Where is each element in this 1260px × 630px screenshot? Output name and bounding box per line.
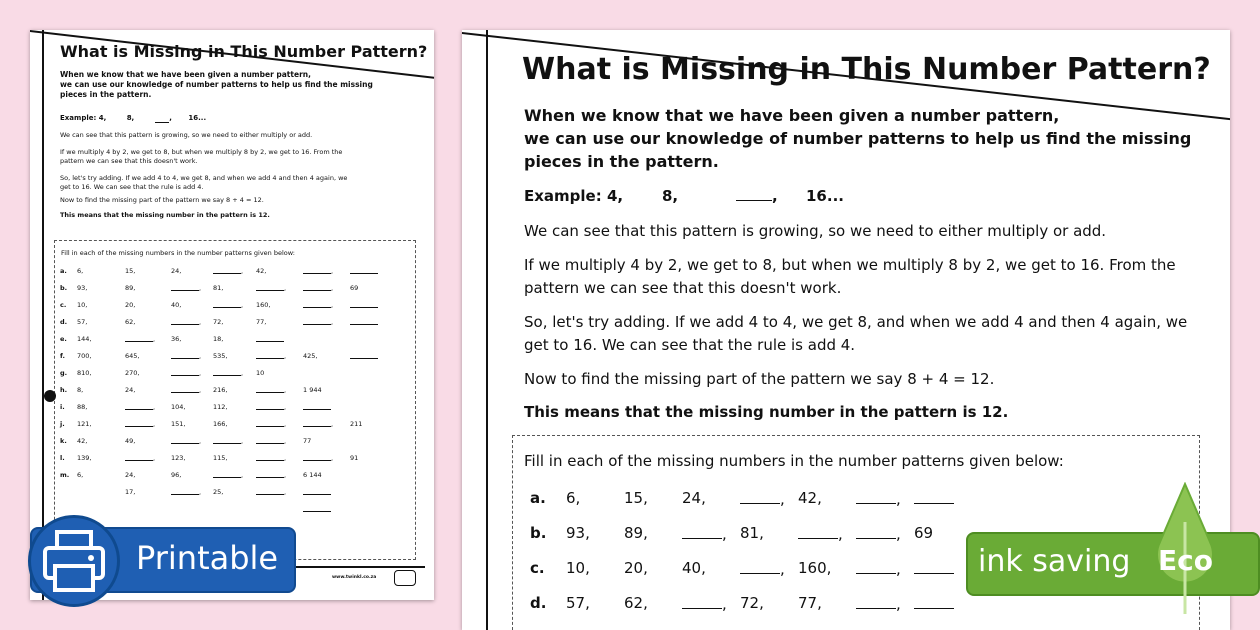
answer-blank[interactable]: ,	[682, 594, 727, 613]
pattern-number: 69	[914, 524, 934, 542]
answer-blank[interactable]: ,	[303, 284, 333, 293]
example-blank	[155, 114, 170, 123]
paragraph: pattern we can see that this doesn't work.	[60, 157, 198, 165]
answer-blank[interactable]: ,	[303, 318, 333, 327]
pattern-number: 15,	[624, 489, 648, 507]
pattern-number: 77	[303, 437, 312, 445]
pattern-number: 42,	[256, 267, 267, 275]
answer-blank[interactable]: ,	[682, 524, 727, 543]
answer-blank[interactable]: ,	[303, 267, 333, 276]
pattern-number: 20,	[125, 301, 136, 309]
comma: ,	[772, 187, 778, 205]
example-blank	[736, 200, 772, 201]
answer-blank[interactable]	[914, 594, 954, 613]
paragraph: pattern we can see that this doesn't work.	[524, 279, 842, 297]
paragraph: So, let's try adding. If we add 4 to 4, we get 8, and when we add 4 and then 4 again, we	[524, 313, 1188, 331]
row-label: g.	[60, 369, 68, 377]
twinkl-logo	[394, 570, 416, 586]
pattern-number: 6,	[566, 489, 581, 507]
pattern-number: 104,	[171, 403, 186, 411]
eco-label: Eco	[1158, 544, 1213, 577]
example-label: Example: 4,	[60, 114, 107, 122]
pattern-number: 81,	[213, 284, 224, 292]
pattern-number: 77,	[256, 318, 267, 326]
pattern-number: 425,	[303, 352, 318, 360]
row-label: e.	[60, 335, 67, 343]
pattern-number: 25,	[213, 488, 224, 496]
pattern-number: 89,	[624, 524, 648, 542]
intro	[60, 70, 373, 100]
pattern-number: 6 144	[303, 471, 322, 479]
pattern-number: 36,	[171, 335, 182, 343]
page-title: What is Missing in This Number Pattern?	[522, 52, 1211, 87]
answer-blank[interactable]: ,	[171, 352, 201, 361]
row-label: m.	[60, 471, 70, 479]
answer-blank[interactable]	[350, 267, 378, 276]
answer-blank[interactable]: ,	[256, 437, 286, 446]
example	[60, 114, 206, 123]
pattern-number: 645,	[125, 352, 140, 360]
intro-line: When we know that we have been given a number pattern,	[524, 106, 1060, 125]
answer-blank[interactable]: ,	[125, 335, 155, 344]
pattern-number: 40,	[682, 559, 706, 577]
answer-blank[interactable]: ,	[256, 352, 286, 361]
pattern-number: 6,	[77, 471, 84, 479]
answer-blank[interactable]	[350, 352, 378, 361]
pattern-number: 57,	[566, 594, 590, 612]
pattern-number: 91	[350, 454, 359, 462]
paragraph: Now to find the missing part of the pattern we say 8 + 4 = 12.	[60, 196, 264, 204]
answer-blank[interactable]	[256, 335, 284, 344]
pattern-number: 20,	[624, 559, 648, 577]
example-value: 16...	[188, 114, 207, 122]
answer-blank[interactable]: ,	[213, 369, 243, 378]
answer-blank[interactable]: ,	[256, 471, 286, 480]
answer-blank[interactable]: ,	[171, 318, 201, 327]
pattern-number: 160,	[798, 559, 832, 577]
answer-blank[interactable]: ,	[303, 301, 333, 310]
intro-line: we can use our knowledge of number patterns to help us find the missing	[60, 80, 373, 89]
answer-blank[interactable]: ,	[303, 454, 333, 463]
instruction: Fill in each of the missing numbers in the number patterns given below:	[61, 249, 295, 257]
row-label: l.	[60, 454, 65, 462]
row-label: j.	[60, 420, 65, 428]
pattern-number: 1 944	[303, 386, 322, 394]
pattern-number: 15,	[125, 267, 136, 275]
answer-blank[interactable]: ,	[213, 267, 243, 276]
pattern-number: 112,	[213, 403, 228, 411]
pattern-number: 62,	[624, 594, 648, 612]
answer-blank[interactable]: ,	[856, 559, 901, 578]
example-value: 8,	[662, 187, 679, 205]
intro-line: we can use our knowledge of number patterns to help us find the missing	[524, 129, 1192, 148]
answer-blank[interactable]	[303, 505, 331, 514]
row-label: c.	[60, 301, 67, 309]
pattern-number: 42,	[798, 489, 822, 507]
answer-blank[interactable]	[350, 301, 378, 310]
explanation	[524, 220, 1187, 424]
pattern-number: 144,	[77, 335, 92, 343]
example-value: 8,	[126, 114, 135, 122]
answer-blank[interactable]: ,	[213, 471, 243, 480]
pattern-number: 18,	[213, 335, 224, 343]
answer-blank[interactable]: ,	[856, 524, 901, 543]
pattern-number: 72,	[740, 594, 764, 612]
pattern-number: 10,	[566, 559, 590, 577]
paragraph: If we multiply 4 by 2, we get to 8, but when we multiply 8 by 2, we get to 16. From the	[60, 148, 343, 156]
paragraph: get to 16. We can see that the rule is add 4.	[524, 336, 856, 354]
conclusion: This means that the missing number in the pattern is 12.	[60, 211, 270, 219]
comma: ,	[169, 114, 172, 122]
row-label: d.	[60, 318, 68, 326]
answer-blank[interactable]: ,	[256, 488, 286, 497]
answer-blank[interactable]: ,	[213, 437, 243, 446]
pattern-number: 123,	[171, 454, 186, 462]
answer-blank[interactable]	[914, 559, 954, 578]
answer-blank[interactable]: ,	[256, 403, 286, 412]
answer-blank[interactable]	[303, 403, 331, 412]
pattern-number: 77,	[798, 594, 822, 612]
margin-line	[42, 30, 44, 600]
answer-blank[interactable]: ,	[213, 301, 243, 310]
pattern-number: 139,	[77, 454, 92, 462]
ink-saving-label: ink saving	[978, 544, 1131, 579]
pattern-number: 93,	[77, 284, 88, 292]
conclusion: This means that the missing number in the pattern is 12.	[524, 403, 1009, 421]
pattern-number: 24,	[125, 471, 136, 479]
row-label: a.	[530, 489, 546, 507]
pattern-number: 270,	[125, 369, 140, 377]
pattern-number: 88,	[77, 403, 88, 411]
worksheet-thumbnail	[30, 30, 434, 600]
row-label: i.	[60, 403, 65, 411]
example-label: Example: 4,	[524, 187, 624, 205]
row-label: a.	[60, 267, 67, 275]
pattern-number: 17,	[125, 488, 136, 496]
answer-blank[interactable]: ,	[171, 369, 201, 378]
answer-blank[interactable]	[914, 489, 954, 508]
answer-blank[interactable]	[303, 488, 331, 497]
pattern-number: 62,	[125, 318, 136, 326]
intro	[524, 104, 1191, 173]
answer-blank[interactable]: ,	[740, 559, 785, 578]
paragraph: We can see that this pattern is growing, so we need to either multiply or add.	[60, 131, 313, 139]
page-title: What is Missing in This Number Pattern?	[60, 42, 428, 61]
answer-blank[interactable]	[350, 318, 378, 327]
pattern-number: 89,	[125, 284, 136, 292]
footer-url: www.twinkl.co.za	[332, 575, 377, 580]
pattern-number: 10	[256, 369, 265, 377]
answer-blank[interactable]: ,	[740, 489, 785, 508]
pattern-number: 810,	[77, 369, 92, 377]
answer-blank[interactable]: ,	[171, 437, 201, 446]
pattern-number: 57,	[77, 318, 88, 326]
answer-blank[interactable]: ,	[256, 420, 286, 429]
answer-blank[interactable]: ,	[798, 524, 843, 543]
answer-blank[interactable]: ,	[256, 284, 286, 293]
answer-blank[interactable]: ,	[125, 403, 155, 412]
hole-punch-icon	[44, 390, 56, 402]
example	[524, 187, 924, 205]
row-label: k.	[60, 437, 67, 445]
pattern-number: 42,	[77, 437, 88, 445]
pattern-number: 166,	[213, 420, 228, 428]
answer-blank[interactable]: ,	[856, 594, 901, 613]
pattern-number: 81,	[740, 524, 764, 542]
pattern-number: 151,	[171, 420, 186, 428]
paragraph: Now to find the missing part of the pattern we say 8 + 4 = 12.	[524, 370, 995, 388]
margin-line	[486, 30, 488, 630]
answer-blank[interactable]: ,	[256, 454, 286, 463]
answer-blank[interactable]: ,	[125, 420, 155, 429]
pattern-number: 211	[350, 420, 363, 428]
answer-blank[interactable]: ,	[171, 488, 201, 497]
row-label: b.	[530, 524, 547, 542]
row-label: f.	[60, 352, 65, 360]
answer-blank[interactable]: ,	[856, 489, 901, 508]
pattern-number: 10,	[77, 301, 88, 309]
pattern-number: 96,	[171, 471, 182, 479]
pattern-number: 700,	[77, 352, 92, 360]
explanation	[60, 131, 347, 220]
printer-icon	[28, 515, 120, 607]
pattern-number: 69	[350, 284, 359, 292]
pattern-number: 6,	[77, 267, 84, 275]
pattern-number: 216,	[213, 386, 228, 394]
instruction: Fill in each of the missing numbers in the number patterns given below:	[524, 452, 1064, 470]
answer-blank[interactable]: ,	[171, 284, 201, 293]
answer-blank[interactable]: ,	[303, 420, 333, 429]
pattern-number: 121,	[77, 420, 92, 428]
row-label: d.	[530, 594, 547, 612]
exercise-box	[54, 240, 416, 560]
pattern-number: 24,	[125, 386, 136, 394]
pattern-number: 24,	[171, 267, 182, 275]
pattern-number: 24,	[682, 489, 706, 507]
paragraph: If we multiply 4 by 2, we get to 8, but when we multiply 8 by 2, we get to 16. From the	[524, 256, 1176, 274]
pattern-number: 535,	[213, 352, 228, 360]
intro-line: When we know that we have been given a number pattern,	[60, 70, 311, 79]
example-value: 16...	[806, 187, 844, 205]
answer-blank[interactable]: ,	[171, 386, 201, 395]
row-label: c.	[530, 559, 545, 577]
paragraph: We can see that this pattern is growing, so we need to either multiply or add.	[524, 222, 1107, 240]
pattern-number: 49,	[125, 437, 136, 445]
intro-line: pieces in the pattern.	[60, 90, 152, 99]
pattern-number: 40,	[171, 301, 182, 309]
paragraph: get to 16. We can see that the rule is add 4.	[60, 183, 204, 191]
paragraph: So, let's try adding. If we add 4 to 4, we get 8, and when we add 4 and then 4 again, we	[60, 174, 348, 182]
row-label: b.	[60, 284, 68, 292]
answer-blank[interactable]: ,	[256, 386, 286, 395]
pattern-number: 160,	[256, 301, 271, 309]
pattern-number: 8,	[77, 386, 84, 394]
pattern-number: 93,	[566, 524, 590, 542]
row-label: h.	[60, 386, 68, 394]
answer-blank[interactable]: ,	[125, 454, 155, 463]
pattern-number: 72,	[213, 318, 224, 326]
printable-label: Printable	[136, 539, 279, 577]
intro-line: pieces in the pattern.	[524, 152, 719, 171]
pattern-number: 115,	[213, 454, 228, 462]
